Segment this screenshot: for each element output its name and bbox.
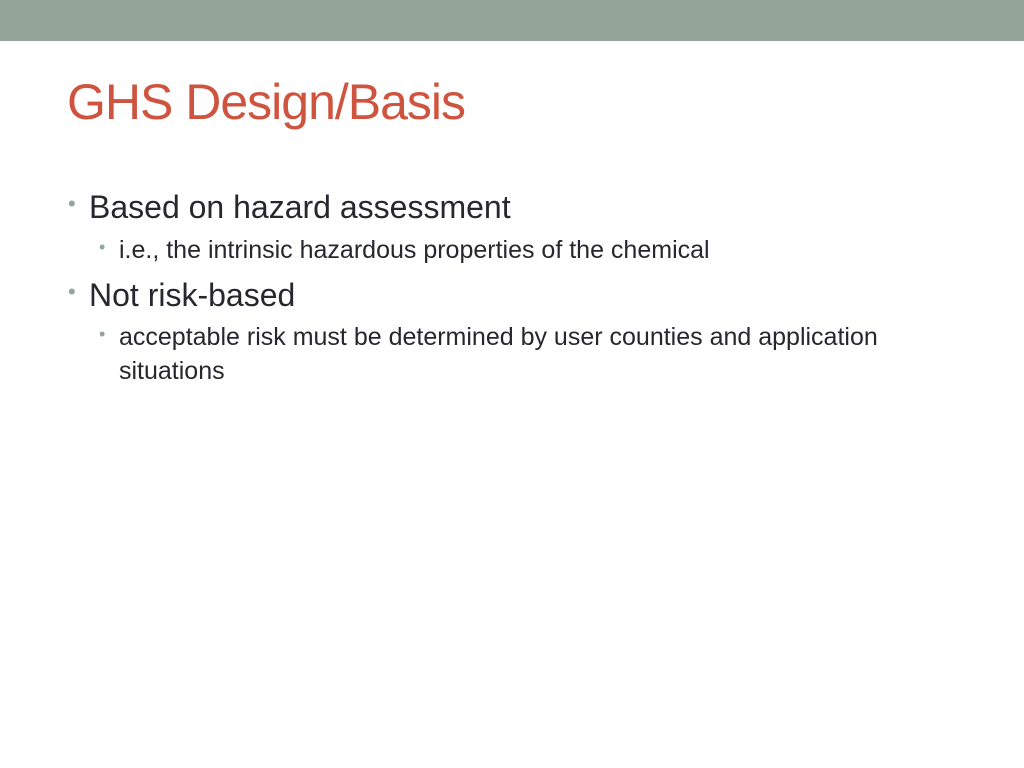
bullet-text: Based on hazard assessment <box>89 189 511 225</box>
bullet-text: i.e., the intrinsic hazardous properties of the chemical <box>119 236 710 264</box>
bullet-dot-icon: • <box>99 237 106 257</box>
sub-bullet-item <box>99 233 879 267</box>
bullet-dot-icon: • <box>68 279 76 304</box>
bullet-dot-icon: • <box>99 324 106 344</box>
bullet-text: acceptable risk must be determined by user counties and application situations <box>119 323 878 385</box>
slide-title: GHS Design/Basis <box>67 74 466 130</box>
sub-bullet-item <box>99 320 879 388</box>
header-bar <box>0 0 1024 41</box>
bullet-dot-icon: • <box>68 191 76 216</box>
bullet-text: Not risk-based <box>89 277 296 313</box>
bullet-item <box>68 187 511 227</box>
bullet-item <box>68 275 296 315</box>
